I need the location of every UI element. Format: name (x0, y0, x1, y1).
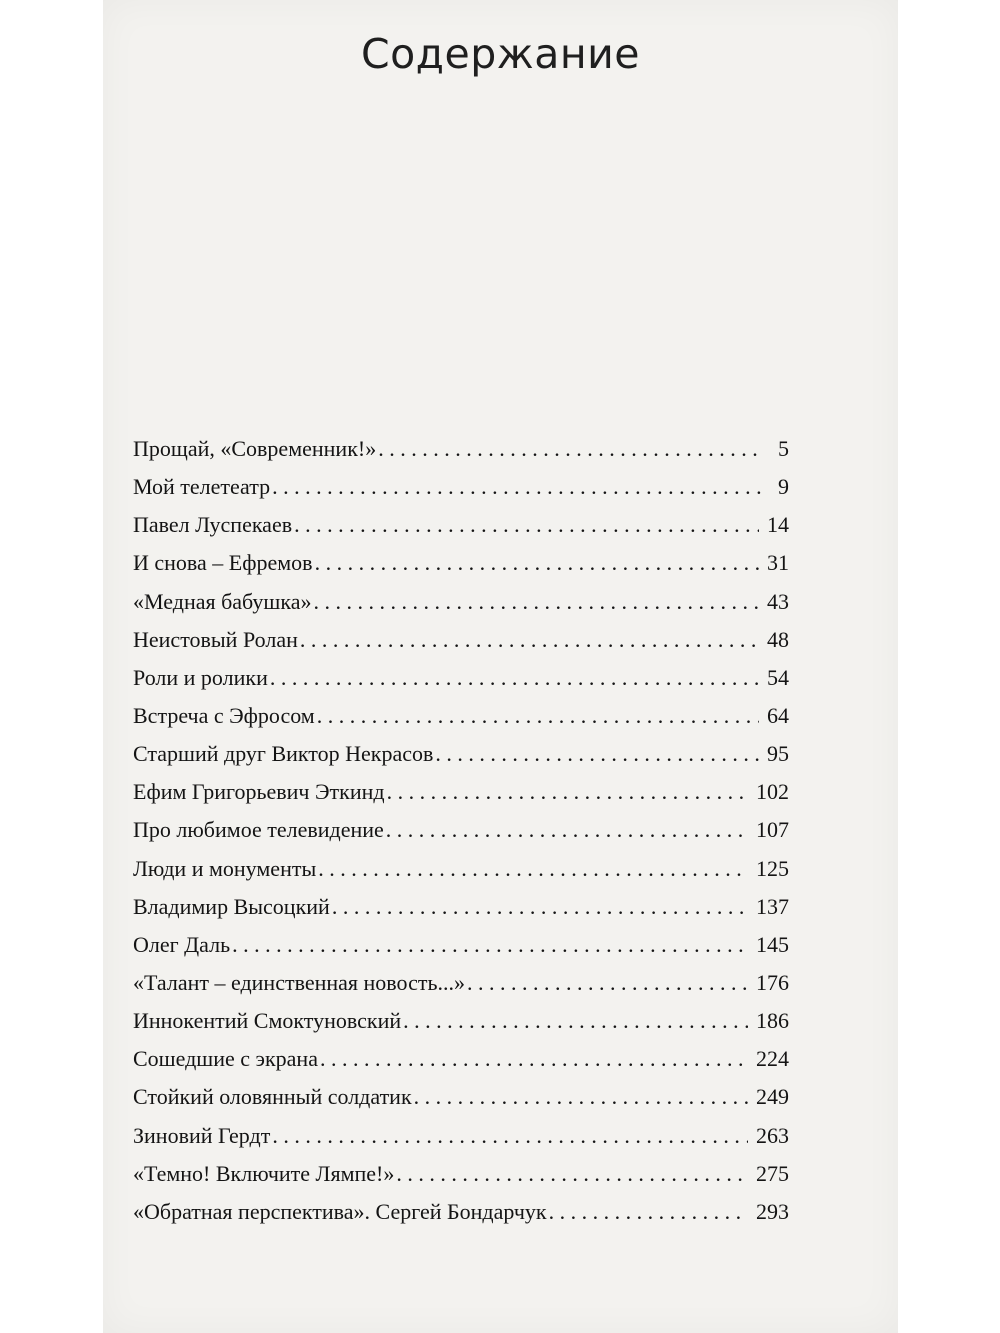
toc-entry-title: Ефим Григорьевич Эткинд (133, 779, 385, 805)
toc-entry-title: «Талант – единственная новость...» (133, 969, 465, 995)
dot-leader (320, 1040, 748, 1078)
toc-entry (133, 659, 789, 697)
dot-leader (272, 1117, 748, 1155)
dot-leader (317, 697, 759, 735)
toc-entry-page-number: 107 (756, 817, 789, 843)
toc-entry (133, 468, 789, 506)
toc-entry-title: Мой телетеатр (133, 474, 271, 500)
toc-entry (133, 583, 789, 621)
toc-entry (133, 811, 789, 849)
toc-entry-page-number: 9 (778, 474, 789, 500)
toc-entry-page-number: 186 (756, 1008, 789, 1034)
dot-leader (270, 659, 759, 697)
toc-entry-page-number: 43 (767, 588, 789, 614)
dot-leader (318, 850, 748, 888)
toc-entry (133, 850, 789, 888)
toc-entry (133, 773, 789, 811)
toc-entry-page-number: 224 (756, 1046, 789, 1072)
toc-entry-page-number: 275 (756, 1160, 789, 1186)
toc-entry-title: Владимир Высоцкий (133, 893, 330, 919)
toc-entry (133, 888, 789, 926)
toc-entry (133, 697, 789, 735)
toc-entry-page-number: 48 (767, 626, 789, 652)
toc-entry-page-number: 5 (778, 436, 789, 461)
toc-entry-page-number: 145 (756, 931, 789, 957)
toc-entry-page-number: 176 (756, 969, 789, 995)
dot-leader (294, 506, 759, 544)
toc-entry-page-number: 102 (756, 779, 789, 805)
dot-leader (387, 773, 748, 811)
toc-entry-title: Про любимое телевидение (133, 817, 384, 843)
toc-entry (133, 964, 789, 1002)
dot-leader (332, 888, 748, 926)
table-of-contents (133, 430, 789, 1231)
toc-entry-page-number: 293 (756, 1198, 789, 1224)
page-title: Содержание (360, 30, 641, 78)
toc-entry-page-number: 54 (767, 664, 789, 690)
toc-entry-title: И снова – Ефремов (133, 550, 313, 576)
dot-leader (467, 964, 748, 1002)
toc-entry-title: Зиновий Гердт (133, 1122, 271, 1148)
toc-entry-page-number: 14 (767, 512, 789, 538)
dot-leader (549, 1193, 748, 1231)
dot-leader (386, 811, 748, 849)
dot-leader (378, 430, 761, 468)
dot-leader (272, 468, 761, 506)
dot-leader (232, 926, 748, 964)
toc-entry-title: «Темно! Включите Лямпе!» (133, 1160, 395, 1186)
toc-entry-page-number: 125 (756, 855, 789, 881)
toc-entry (133, 735, 789, 773)
dot-leader (396, 1155, 748, 1193)
toc-entry-title: Роли и ролики (133, 664, 268, 690)
toc-entry-title: Прощай, «Современник!» (133, 436, 377, 461)
toc-entry (133, 1002, 789, 1040)
toc-entry (133, 544, 789, 582)
toc-entry-page-number: 95 (767, 741, 789, 767)
toc-entry-title: Стойкий оловянный солдатик (133, 1084, 412, 1110)
dot-leader (300, 621, 759, 659)
toc-entry-title: «Обратная перспектива». Сергей Бондарчук (133, 1198, 547, 1224)
toc-entry (133, 926, 789, 964)
toc-entry (133, 621, 789, 659)
toc-entry-title: Старший друг Виктор Некрасов (133, 741, 434, 767)
toc-entry-title: Олег Даль (133, 931, 231, 957)
dot-leader (414, 1078, 748, 1116)
toc-entry (133, 1040, 789, 1078)
toc-entry (133, 506, 789, 544)
toc-entry-title: Неистовый Ролан (133, 626, 298, 652)
toc-entry-page-number: 31 (767, 550, 789, 576)
dot-leader (313, 583, 759, 621)
toc-entry-page-number: 137 (756, 893, 789, 919)
toc-entry-title: Люди и монументы (133, 855, 317, 881)
toc-entry (133, 1078, 789, 1116)
toc-entry-title: «Медная бабушка» (133, 588, 312, 614)
dot-leader (315, 544, 759, 582)
toc-entry-page-number: 64 (767, 702, 789, 728)
toc-entry (133, 1193, 789, 1231)
toc-entry-title: Встреча с Эфросом (133, 702, 315, 728)
dot-leader (403, 1002, 748, 1040)
toc-entry-title: Сошедшие с экрана (133, 1046, 318, 1072)
toc-entry (133, 430, 789, 468)
toc-entry-page-number: 249 (756, 1084, 789, 1110)
toc-entry-page-number: 263 (756, 1122, 789, 1148)
toc-entry (133, 1117, 789, 1155)
toc-entry (133, 1155, 789, 1193)
toc-entry-title: Иннокентий Смоктуновский (133, 1008, 402, 1034)
dot-leader (435, 735, 759, 773)
toc-entry-title: Павел Луспекаев (133, 512, 293, 538)
